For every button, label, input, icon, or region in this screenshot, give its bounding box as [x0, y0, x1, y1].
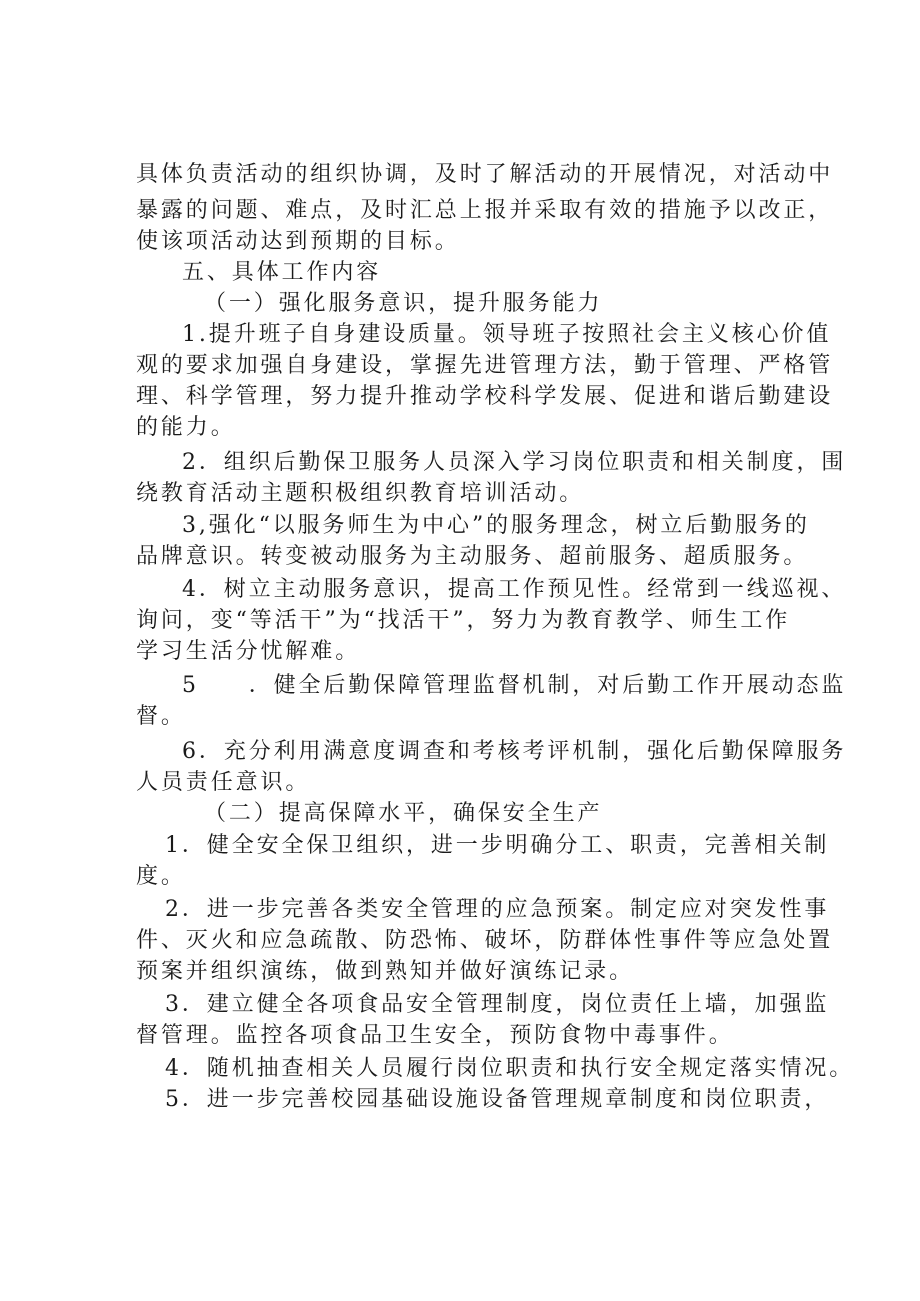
body-line: 预案并组织演练，做到熟知并做好演练记录。: [136, 959, 635, 984]
body-line: 暴露的问题、难点，及时汇总上报并采取有效的措施予以改正，: [136, 198, 834, 223]
body-line: 使该项活动达到预期的目标。: [136, 229, 460, 254]
subsection-heading: （二）提高保障水平，确保安全生产: [204, 801, 603, 826]
body-line: 观的要求加强自身建设，掌握先进管理方法，勤于管理、严格管: [136, 353, 834, 378]
body-line: 理、科学管理，努力提升推动学校科学发展、促进和谐后勤建设: [136, 384, 834, 409]
body-line: 询问，变“等活干”为“找活干”，努力为教育教学、师生工作: [136, 608, 791, 633]
body-line: 人员责任意识。: [136, 770, 311, 795]
body-line: 6．充分利用满意度调查和考核考评机制，强化后勤保障服务: [182, 739, 847, 764]
body-line: 件、灭火和应急疏散、防恐怖、破坏，防群体性事件等应急处置: [136, 928, 834, 953]
body-line: 的能力。: [136, 415, 236, 440]
body-line: 3．建立健全各项食品安全管理制度，岗位责任上墙，加强监: [165, 992, 830, 1017]
body-line: 5．进一步完善校园基础设施设备管理规章制度和岗位职责，: [165, 1087, 830, 1112]
body-line: 5 ．健全后勤保障管理监督机制，对后勤工作开展动态监: [182, 673, 847, 698]
body-line: 1．健全安全保卫组织，进一步明确分工、职责，完善相关制: [165, 833, 830, 858]
body-line: 品牌意识。转变被动服务为主动服务、超前服务、超质服务。: [136, 544, 809, 569]
body-line: 4．随机抽查相关人员履行岗位职责和执行安全规定落实情况。: [165, 1056, 855, 1081]
subsection-heading: （一）强化服务意识，提升服务能力: [204, 291, 603, 316]
body-line: 绕教育活动主题积极组织教育培训活动。: [136, 481, 585, 506]
body-line: 督。: [136, 704, 186, 729]
body-line: 2．进一步完善各类安全管理的应急预案。制定应对突发性事: [165, 897, 830, 922]
body-line: 督管理。监控各项食品卫生安全，预防食物中毒事件。: [136, 1023, 734, 1048]
body-line: 学习生活分忧解难。: [136, 639, 361, 664]
body-line: 度。: [136, 864, 186, 889]
body-line: 2．组织后勤保卫服务人员深入学习岗位职责和相关制度，围: [182, 450, 847, 475]
section-heading: 五、具体工作内容: [182, 260, 382, 285]
body-line: 4．树立主动服务意识，提高工作预见性。经常到一线巡视、: [182, 577, 847, 602]
body-line: 1.提升班子自身建设质量。领导班子按照社会主义核心价值: [182, 322, 832, 347]
body-line: 3,强化“以服务师生为中心”的服务理念，树立后勤服务的: [182, 513, 810, 538]
body-line: 具体负责活动的组织协调，及时了解活动的开展情况，对活动中: [136, 162, 834, 187]
